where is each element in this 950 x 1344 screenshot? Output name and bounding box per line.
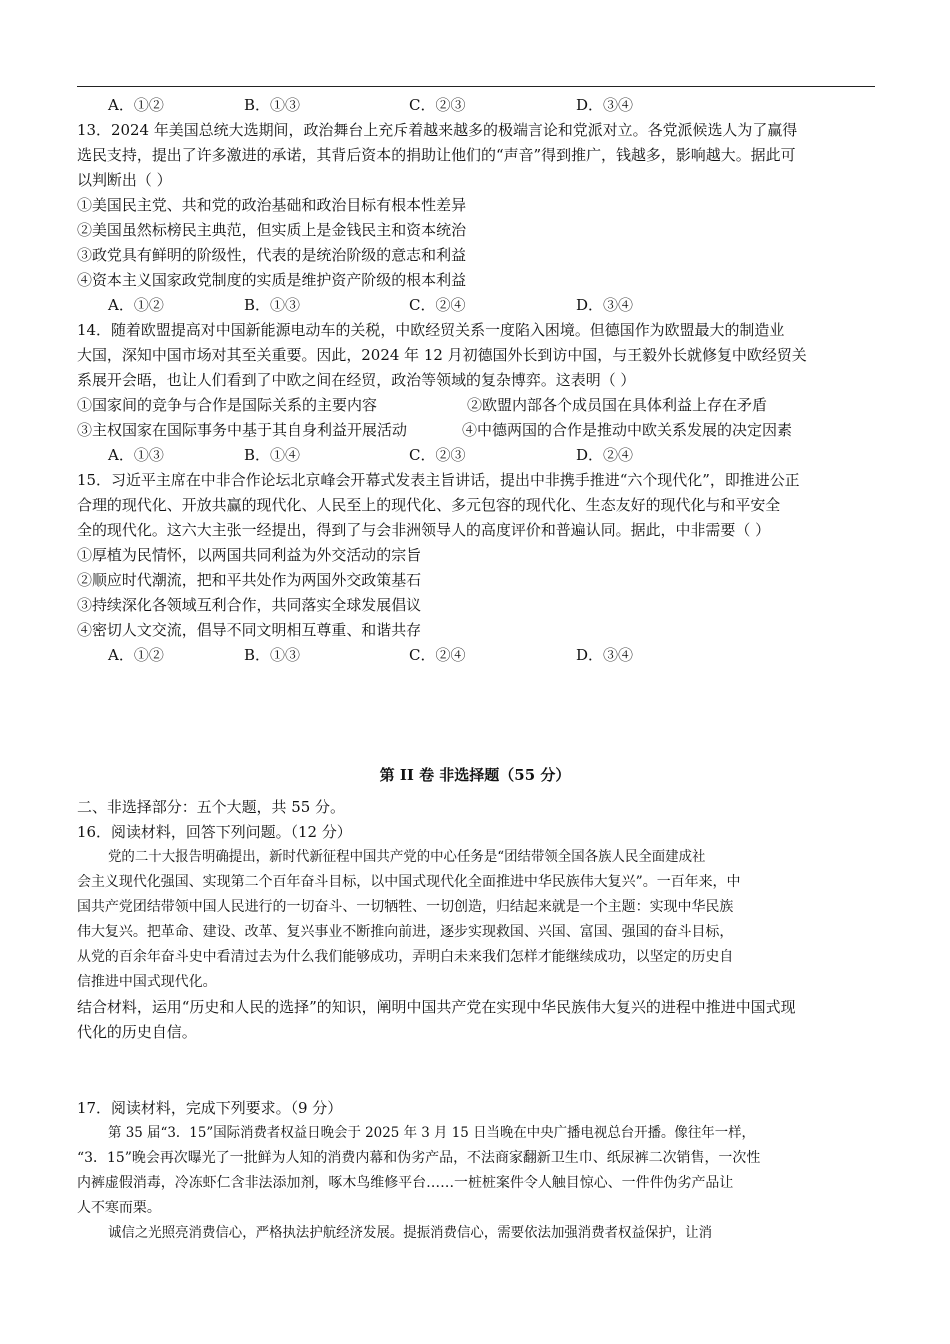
q15-options: [108, 645, 808, 665]
q14-items-row-1: [77, 395, 877, 415]
q15-stem-line-2: 合理的现代化、开放共赢的现代化、人民至上的现代化、多元包容的现代化、生态友好的现代化与和平安全: [77, 496, 781, 514]
part2-intro: 二、非选择部分：五个大题，共 55 分。: [77, 798, 345, 816]
q14-item-4: ④中德两国的合作是推动中欧关系发展的决定因素: [462, 421, 793, 439]
q12-option-b[interactable]: B．①③: [244, 96, 301, 114]
q16-material-line-5: 从党的百余年奋斗史中看清过去为什么我们能够成功，弄明白未来我们怎样才能继续成功，以坚定的历史自: [77, 949, 734, 965]
q16-question-line-1: 结合材料，运用“历史和人民的选择”的知识，阐明中国共产党在实现中华民族伟大复兴的进程中推进中国式现: [77, 998, 796, 1016]
q14-option-b[interactable]: B．①④: [244, 446, 301, 464]
q17-material-line-2: “3．15”晚会再次曝光了一批鲜为人知的消费内幕和伪劣产品，不法商家翻新卫生巾、纸尿裤二次销售，一次性: [77, 1150, 761, 1166]
q16-material-line-4: 伟大复兴。把革命、建设、改革、复兴事业不断推向前进，逐步实现救国、兴国、富国、强国的奋斗目标，: [77, 924, 734, 940]
q13-options: [108, 295, 808, 315]
q14-option-c[interactable]: C．②③: [409, 446, 466, 464]
part2-title: 第 II 卷 非选择题（55 分）: [379, 766, 571, 784]
q15-item-2: ②顺应时代潮流，把和平共处作为两国外交政策基石: [77, 571, 422, 589]
q16-material-line-3: 国共产党团结带领中国人民进行的一切奋斗、一切牺牲、一切创造，归结起来就是一个主题：实现中华民族: [77, 899, 734, 915]
q14-stem-line-3: 系展开会晤，也让人们看到了中欧之间在经贸，政治等领域的复杂博弈。这表明（ ）: [77, 371, 636, 389]
q15-option-c[interactable]: C．②④: [409, 646, 466, 664]
q13-item-1: ①美国民主党、共和党的政治基础和政治目标有根本性差异: [77, 196, 467, 214]
q16-material-line-1: 党的二十大报告明确提出，新时代新征程中国共产党的中心任务是“团结带领全国各族人民全面建成社: [108, 849, 706, 865]
q13-item-4: ④资本主义国家政党制度的实质是维护资产阶级的根本利益: [77, 271, 467, 289]
q15-stem-line-1: 15．习近平主席在中非合作论坛北京峰会开幕式发表主旨讲话，提出中非携手推进“六个现代化”，即推进公正: [77, 471, 800, 489]
q16-header: 16．阅读材料，回答下列问题。（12 分）: [77, 823, 352, 841]
q12-option-d[interactable]: D．③④: [576, 96, 634, 114]
q13-option-b[interactable]: B．①③: [244, 296, 301, 314]
q14-options: [108, 445, 808, 465]
header-rule: [77, 86, 875, 87]
q17-material-line-1: 第 35 届“3．15”国际消费者权益日晚会于 2025 年 3 月 15 日当晚在中央广播电视总台开播。像往年一样，: [108, 1125, 755, 1141]
q13-stem-line-2: 选民支持，提出了许多激进的承诺，其背后资本的捐助让他们的“声音”得到推广，钱越多，影响越大。据此可: [77, 146, 796, 164]
q13-option-c[interactable]: C．②④: [409, 296, 466, 314]
q16-question-line-2: 代化的历史自信。: [77, 1023, 197, 1041]
q14-stem-line-2: 大国，深知中国市场对其至关重要。因此，2024 年 12 月初德国外长到访中国，与王毅外长就修复中欧经贸关: [77, 346, 807, 364]
q17-material-line-4: 人不寒而栗。: [77, 1200, 161, 1216]
q17-header: 17．阅读材料，完成下列要求。（9 分）: [77, 1099, 343, 1117]
q12-option-c[interactable]: C．②③: [409, 96, 466, 114]
q13-stem-line-1: 13．2024 年美国总统大选期间，政治舞台上充斥着越来越多的极端言论和党派对立。各党派候选人为了赢得: [77, 121, 798, 139]
q13-option-a[interactable]: A．①②: [108, 296, 164, 314]
q13-option-d[interactable]: D．③④: [576, 296, 634, 314]
q16-material-line-2: 会主义现代化强国、实现第二个百年奋斗目标，以中国式现代化全面推进中华民族伟大复兴”。一百年来，中: [77, 874, 741, 890]
q14-option-a[interactable]: A．①③: [108, 446, 164, 464]
q16-material-line-6: 信推进中国式现代化。: [77, 974, 217, 990]
q15-item-1: ①厚植为民情怀，以两国共同利益为外交活动的宗旨: [77, 546, 422, 564]
q15-stem-line-3: 全的现代化。这六大主张一经提出，得到了与会非洲领导人的高度评价和普遍认同。据此，中非需要（ ）: [77, 521, 771, 539]
q15-item-4: ④密切人文交流，倡导不同文明相互尊重、和谐共存: [77, 621, 422, 639]
q14-option-d[interactable]: D．②④: [576, 446, 634, 464]
q13-stem-line-3: 以判断出（ ）: [77, 171, 172, 189]
q13-item-3: ③政党具有鲜明的阶级性，代表的是统治阶级的意志和利益: [77, 246, 467, 264]
q14-item-2: ②欧盟内部各个成员国在具体利益上存在矛盾: [467, 396, 768, 414]
q14-items-row-2: [77, 420, 877, 440]
q14-stem-line-1: 14．随着欧盟提高对中国新能源电动车的关税，中欧经贸关系一度陷入困境。但德国作为欧盟最大的制造业: [77, 321, 785, 339]
q12-option-a[interactable]: A．①②: [108, 96, 164, 114]
q14-item-1: ①国家间的竞争与合作是国际关系的主要内容: [77, 396, 378, 414]
q17-material-line-5: 诚信之光照亮消费信心，严格执法护航经济发展。提振消费信心，需要依法加强消费者权益保护，让消: [108, 1225, 713, 1241]
q15-option-a[interactable]: A．①②: [108, 646, 164, 664]
q12-options: [108, 95, 808, 115]
q15-option-b[interactable]: B．①③: [244, 646, 301, 664]
q13-item-2: ②美国虽然标榜民主典范，但实质上是金钱民主和资本统治: [77, 221, 467, 239]
q15-item-3: ③持续深化各领域互利合作，共同落实全球发展倡议: [77, 596, 422, 614]
q15-option-d[interactable]: D．③④: [576, 646, 634, 664]
q14-item-3: ③主权国家在国际事务中基于其自身利益开展活动: [77, 421, 408, 439]
q17-material-line-3: 内裤虚假消毒，冷冻虾仁含非法添加剂，啄木鸟维修平台……一桩桩案件令人触目惊心、一件件伪劣产品让: [77, 1175, 734, 1191]
